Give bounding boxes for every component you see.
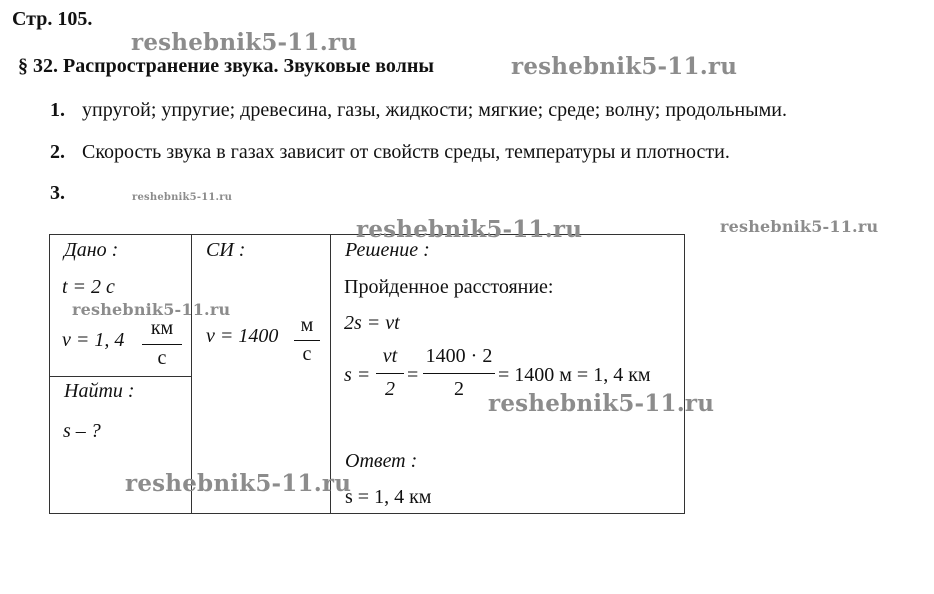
fraction-numerator: 1400 · 2 — [425, 345, 493, 367]
solution-label: Решение : — [345, 239, 430, 261]
watermark: reshebnik5-11.ru — [132, 192, 233, 203]
fraction-bar — [423, 373, 495, 374]
fraction-denominator: 2 — [454, 378, 464, 400]
fraction-denominator: с — [302, 343, 312, 365]
watermark: reshebnik5-11.ru — [488, 390, 715, 417]
given-speed-unit — [142, 317, 182, 373]
fraction-numerator: км — [150, 317, 174, 339]
formula-result: = 1400 м = 1, 4 км — [498, 364, 651, 386]
item-number: 1. — [50, 99, 65, 121]
section-title: § 32. Распространение звука. Звуковые волны — [18, 55, 434, 77]
find-value: s – ? — [63, 420, 101, 442]
answer-value: s = 1, 4 км — [345, 486, 432, 508]
solution-text: Пройденное расстояние: — [344, 276, 554, 298]
given-speed: v = 1, 4 — [62, 329, 125, 351]
watermark: reshebnik5-11.ru — [131, 29, 358, 56]
formula-fraction — [423, 345, 495, 405]
fraction-denominator: 2 — [385, 378, 395, 400]
si-speed-unit — [294, 314, 320, 370]
fraction-bar — [376, 373, 404, 374]
list-item-1 — [50, 99, 787, 122]
watermark: reshebnik5-11.ru — [720, 217, 879, 236]
page-label: Стр. 105. — [12, 8, 93, 30]
item-text: упругой; упругие; древесина, газы, жидкости; мягкие; среде; волну; продольными. — [82, 99, 787, 121]
watermark: reshebnik5-11.ru — [125, 470, 352, 497]
answer-label: Ответ : — [345, 450, 418, 472]
fraction-numerator: м — [300, 314, 314, 336]
list-item-3 — [50, 182, 65, 205]
table-divider — [49, 376, 192, 377]
formula-lhs: s = — [344, 364, 371, 386]
given-time: t = 2 с — [62, 276, 115, 298]
solution-equation: 2s = vt — [344, 312, 400, 334]
formula-fraction — [376, 345, 404, 405]
watermark: reshebnik5-11.ru — [72, 300, 231, 319]
watermark: reshebnik5-11.ru — [356, 216, 583, 243]
si-speed: v = 1400 — [206, 325, 279, 347]
fraction-bar — [294, 340, 320, 341]
given-label: Дано : — [64, 239, 119, 261]
fraction-bar — [142, 344, 182, 345]
list-item-2 — [50, 141, 730, 164]
watermark: reshebnik5-11.ru — [511, 53, 738, 80]
fraction-numerator: vt — [382, 345, 398, 367]
si-label: СИ : — [206, 239, 246, 261]
item-number: 2. — [50, 141, 65, 163]
fraction-denominator: с — [157, 347, 167, 369]
item-number: 3. — [50, 182, 65, 204]
find-label: Найти : — [64, 380, 135, 402]
item-text: Скорость звука в газах зависит от свойств среды, температуры и плотности. — [82, 141, 730, 163]
formula-equals: = — [407, 364, 419, 386]
